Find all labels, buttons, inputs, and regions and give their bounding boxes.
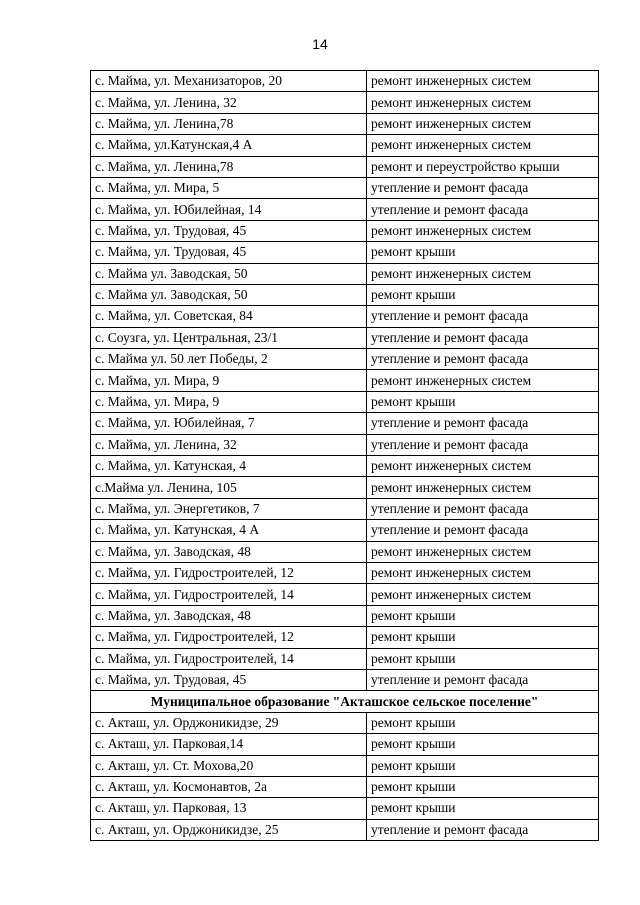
work-type-cell: ремонт инженерных систем [367, 541, 599, 562]
table-row [91, 819, 599, 840]
work-type-cell: ремонт и переустройство крыши [367, 156, 599, 177]
address-cell: с. Майма, ул. Гидростроителей, 12 [91, 562, 367, 583]
address-cell: с. Майма ул. Заводская, 50 [91, 263, 367, 284]
work-type-cell: ремонт крыши [367, 284, 599, 305]
work-type-cell: ремонт крыши [367, 605, 599, 626]
work-type-cell: ремонт крыши [367, 627, 599, 648]
address-cell: с. Акташ, ул. Орджоникидзе, 29 [91, 712, 367, 733]
work-type-cell: утепление и ремонт фасада [367, 520, 599, 541]
work-type-cell: ремонт инженерных систем [367, 562, 599, 583]
work-type-cell: ремонт инженерных систем [367, 477, 599, 498]
table-row [91, 135, 599, 156]
table-row [91, 327, 599, 348]
page-number: 14 [312, 36, 328, 52]
table-row [91, 605, 599, 626]
table-row [91, 776, 599, 797]
address-cell: с. Майма ул. 50 лет Победы, 2 [91, 349, 367, 370]
address-cell: с. Майма, ул. Юбилейная, 14 [91, 199, 367, 220]
work-type-cell: ремонт крыши [367, 712, 599, 733]
table-row [91, 92, 599, 113]
address-cell: с. Майма ул. Заводская, 50 [91, 284, 367, 305]
table-row [91, 263, 599, 284]
address-cell: с. Майма, ул. Заводская, 48 [91, 605, 367, 626]
work-type-cell: ремонт крыши [367, 391, 599, 412]
table-row [91, 520, 599, 541]
work-type-cell: утепление и ремонт фасада [367, 434, 599, 455]
work-type-cell: утепление и ремонт фасада [367, 199, 599, 220]
table-row [91, 306, 599, 327]
table-row [91, 498, 599, 519]
address-cell: с.Майма ул. Ленина, 105 [91, 477, 367, 498]
table-row [91, 391, 599, 412]
work-type-cell: ремонт крыши [367, 776, 599, 797]
address-cell: с. Майма, ул. Мира, 9 [91, 370, 367, 391]
table-row [91, 584, 599, 605]
address-cell: с. Майма, ул. Заводская, 48 [91, 541, 367, 562]
table-row [91, 712, 599, 733]
work-type-cell: утепление и ремонт фасада [367, 327, 599, 348]
work-type-cell: ремонт крыши [367, 798, 599, 819]
address-cell: с. Акташ, ул. Ст. Мохова,20 [91, 755, 367, 776]
section-heading: Муниципальное образование "Акташское сельское поселение" [91, 691, 599, 712]
table-row [91, 220, 599, 241]
table-row [91, 734, 599, 755]
address-cell: с. Майма, ул. Мира, 9 [91, 391, 367, 412]
address-cell: с. Майма, ул. Советская, 84 [91, 306, 367, 327]
address-cell: с. Акташ, ул. Парковая, 13 [91, 798, 367, 819]
address-cell: с. Майма, ул. Гидростроителей, 12 [91, 627, 367, 648]
work-type-cell: утепление и ремонт фасада [367, 819, 599, 840]
address-cell: с. Майма, ул. Ленина, 32 [91, 434, 367, 455]
address-cell: с. Майма, ул. Трудовая, 45 [91, 220, 367, 241]
work-type-cell: утепление и ремонт фасада [367, 177, 599, 198]
address-cell: с. Майма, ул. Гидростроителей, 14 [91, 648, 367, 669]
address-cell: с. Майма, ул. Энергетиков, 7 [91, 498, 367, 519]
works-table-body [91, 71, 599, 841]
table-row [91, 370, 599, 391]
work-type-cell: утепление и ремонт фасада [367, 498, 599, 519]
table-row [91, 755, 599, 776]
address-cell: с. Майма, ул. Катунская, 4 А [91, 520, 367, 541]
address-cell: с. Майма, ул. Ленина, 32 [91, 92, 367, 113]
work-type-cell: ремонт крыши [367, 734, 599, 755]
work-type-cell: ремонт крыши [367, 755, 599, 776]
table-row [91, 648, 599, 669]
table-row [91, 456, 599, 477]
table-row [91, 669, 599, 690]
work-type-cell: утепление и ремонт фасада [367, 349, 599, 370]
table-row [91, 242, 599, 263]
work-type-cell: утепление и ремонт фасада [367, 669, 599, 690]
address-cell: с. Майма, ул. Мира, 5 [91, 177, 367, 198]
table-row [91, 798, 599, 819]
work-type-cell: ремонт крыши [367, 648, 599, 669]
address-cell: с. Акташ, ул. Космонавтов, 2а [91, 776, 367, 797]
work-type-cell: ремонт крыши [367, 242, 599, 263]
table-row [91, 477, 599, 498]
section-heading-row [91, 691, 599, 712]
table-row [91, 284, 599, 305]
work-type-cell: ремонт инженерных систем [367, 71, 599, 92]
address-cell: с. Майма, ул.Катунская,4 А [91, 135, 367, 156]
address-cell: с. Майма, ул. Юбилейная, 7 [91, 413, 367, 434]
table-row [91, 113, 599, 134]
work-type-cell: ремонт инженерных систем [367, 92, 599, 113]
address-cell: с. Майма, ул. Трудовая, 45 [91, 242, 367, 263]
work-type-cell: ремонт инженерных систем [367, 263, 599, 284]
work-type-cell: ремонт инженерных систем [367, 135, 599, 156]
address-cell: с. Майма, ул. Механизаторов, 20 [91, 71, 367, 92]
address-cell: с. Соузга, ул. Центральная, 23/1 [91, 327, 367, 348]
address-cell: с. Майма, ул. Катунская, 4 [91, 456, 367, 477]
address-cell: с. Майма, ул. Ленина,78 [91, 156, 367, 177]
work-type-cell: ремонт инженерных систем [367, 113, 599, 134]
address-cell: с. Майма, ул. Трудовая, 45 [91, 669, 367, 690]
work-type-cell: ремонт инженерных систем [367, 220, 599, 241]
work-type-cell: утепление и ремонт фасада [367, 413, 599, 434]
work-type-cell: ремонт инженерных систем [367, 456, 599, 477]
table-row [91, 413, 599, 434]
work-type-cell: утепление и ремонт фасада [367, 306, 599, 327]
work-type-cell: ремонт инженерных систем [367, 370, 599, 391]
table-row [91, 541, 599, 562]
table-row [91, 349, 599, 370]
work-type-cell: ремонт инженерных систем [367, 584, 599, 605]
works-table [90, 70, 599, 841]
address-cell: с. Акташ, ул. Орджоникидзе, 25 [91, 819, 367, 840]
table-row [91, 562, 599, 583]
address-cell: с. Майма, ул. Гидростроителей, 14 [91, 584, 367, 605]
table-row [91, 71, 599, 92]
table-row [91, 627, 599, 648]
table-row [91, 199, 599, 220]
address-cell: с. Акташ, ул. Парковая,14 [91, 734, 367, 755]
table-row [91, 434, 599, 455]
address-cell: с. Майма, ул. Ленина,78 [91, 113, 367, 134]
table-row [91, 156, 599, 177]
table-row [91, 177, 599, 198]
